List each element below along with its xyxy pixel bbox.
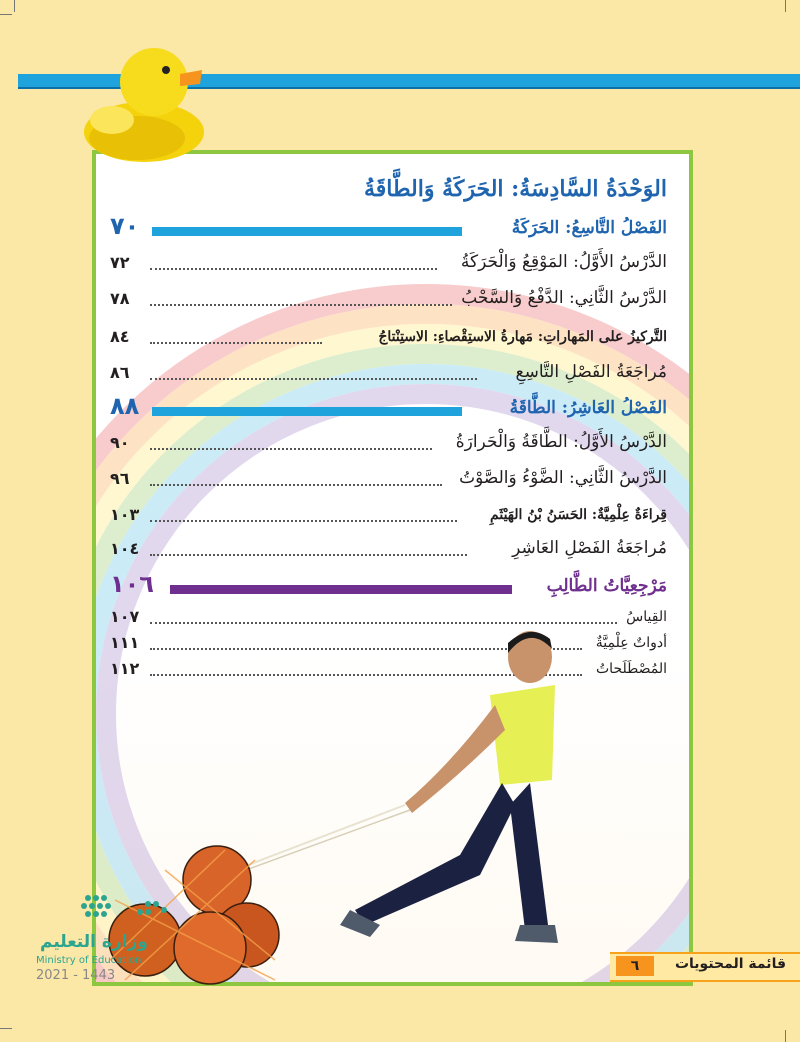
toc-title: أدواتٌ عِلْمِيَّةٌ — [595, 635, 667, 651]
toc-title: الدَّرْسُ الأَوَّلُ: المَوْقِعُ وَالْحَرَكَةُ — [460, 252, 667, 272]
toc-title: مُراجَعَةُ الفَصْلِ التَّاسِعِ — [515, 362, 667, 382]
chapter-heading[interactable] — [110, 212, 667, 246]
edition-year: 2021 - 1443 — [36, 968, 116, 983]
leader-dots — [150, 448, 432, 450]
leader-dots — [150, 484, 442, 486]
toc-row[interactable] — [110, 362, 667, 388]
toc-page: ١٠٧ — [110, 607, 140, 626]
leader-dots — [150, 520, 457, 522]
toc-page: ١١٢ — [110, 659, 140, 678]
leader-dots — [150, 378, 477, 380]
toc-title: الدَّرْسُ الثَّانِي: الضَّوْءُ وَالصَّوْتُ — [459, 468, 667, 488]
toc-page: ٩٦ — [110, 469, 130, 488]
chapter-page: ٨٨ — [110, 392, 140, 420]
toc-row[interactable] — [110, 288, 667, 314]
leader-dots — [150, 342, 322, 344]
chapter-page: ٧٠ — [110, 212, 140, 240]
crop-mark — [14, 0, 15, 12]
crop-mark — [0, 14, 12, 15]
leader-dots — [150, 304, 452, 306]
toc-row[interactable] — [110, 504, 667, 530]
chapter-page: ١٠٦ — [110, 570, 154, 598]
toc-title: القِياسُ — [626, 609, 667, 625]
toc-page: ١١١ — [110, 633, 140, 652]
toc-page: ٩٠ — [110, 433, 130, 452]
chapter-heading[interactable] — [110, 570, 667, 604]
chapter-label: الفَصْلُ التَّاسِعُ: الحَرَكَةُ — [511, 218, 667, 238]
toc-row[interactable] — [110, 468, 667, 494]
toc-page: ١٠٣ — [110, 505, 140, 524]
toc-title: قِراءَةٌ عِلْمِيَّةٌ: الحَسَنُ بْنُ الهَيْثَمِ — [490, 507, 667, 523]
toc-row[interactable] — [110, 252, 667, 278]
toc-row[interactable] — [110, 326, 667, 352]
leader-dots — [150, 622, 617, 624]
ministry-name-english: Ministry of Education — [36, 955, 142, 966]
chapter-bar — [152, 227, 462, 236]
chapter-bar — [152, 407, 462, 416]
chapter-label: الفَصْلُ العَاشِرُ: الطَّاقَةُ — [509, 398, 667, 418]
toc-title: المُصْطَلَحاتُ — [596, 661, 667, 677]
toc-title: الدَّرْسُ الأَوَّلُ: الطَّاقَةُ وَالْحَرارَةُ — [455, 432, 667, 452]
chapter-label: مَرْجِعِيَّاتُ الطَّالِبِ — [546, 576, 667, 596]
chapter-bar — [170, 585, 512, 594]
footer-title: قائمة المحتويات — [674, 956, 786, 972]
leader-dots — [150, 268, 437, 270]
ministry-name-arabic: وزارة التعليم — [40, 932, 148, 952]
crop-mark — [785, 1030, 786, 1042]
toc-title: الدَّرْسُ الثَّانِي: الدَّفْعُ وَالسَّحْبُ — [461, 288, 667, 308]
unit-title: الوَحْدَةُ السَّادِسَةُ: الحَرَكَةُ وَالطَّاقَةُ — [363, 176, 667, 202]
boy-image — [330, 625, 560, 955]
toc-page: ١٠٤ — [110, 539, 140, 558]
toc-page: ٧٢ — [110, 253, 130, 272]
toc-row[interactable] — [110, 538, 667, 564]
crop-mark — [0, 1028, 12, 1029]
crop-mark — [785, 0, 786, 12]
page-footer — [610, 952, 800, 982]
rubber-duck-image — [82, 40, 212, 165]
page-number: ٦ — [616, 956, 654, 976]
leader-dots — [150, 554, 467, 556]
toc-row[interactable] — [110, 432, 667, 458]
chapter-heading[interactable] — [110, 392, 667, 426]
toc-page: ٨٦ — [110, 363, 130, 382]
toc-title: مُراجَعَةُ الفَصْلِ العَاشِرِ — [512, 538, 667, 558]
toc-title: التَّركيزُ على المَهاراتِ: مَهارةُ الاستِقْصاءِ: الاستِنْتاجُ — [378, 329, 667, 345]
toc-page: ٨٤ — [110, 327, 130, 346]
toc-page: ٧٨ — [110, 289, 130, 308]
